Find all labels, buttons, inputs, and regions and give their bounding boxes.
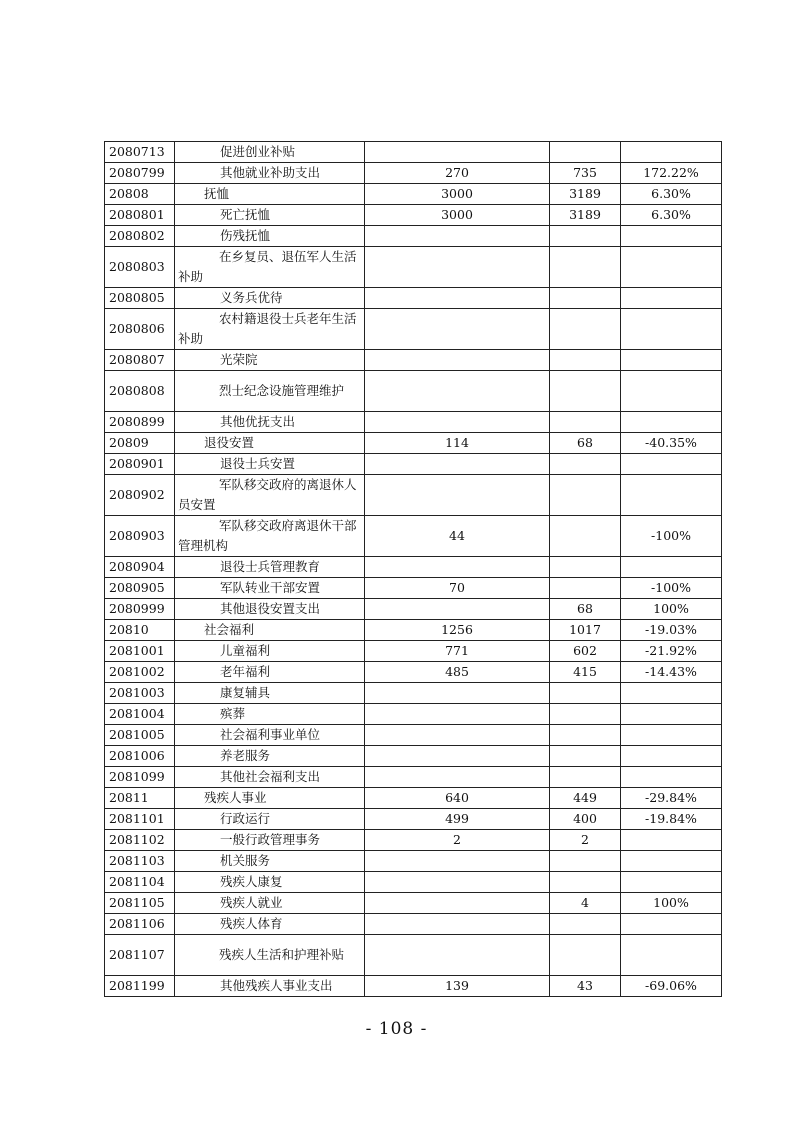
row-value-2: 1017 [550, 620, 621, 641]
row-item-name: 机关服务 [175, 851, 365, 872]
table-row [105, 226, 722, 247]
row-value-2 [550, 475, 621, 516]
table-row [105, 142, 722, 163]
table-row [105, 557, 722, 578]
table-row [105, 935, 722, 976]
row-value-1 [365, 767, 550, 788]
row-code: 2081001 [105, 641, 175, 662]
table-row [105, 809, 722, 830]
row-change-percent: -19.84% [621, 809, 722, 830]
row-code: 2080799 [105, 163, 175, 184]
row-code: 2081102 [105, 830, 175, 851]
row-value-1 [365, 893, 550, 914]
row-value-1: 44 [365, 516, 550, 557]
table-row [105, 309, 722, 350]
row-value-2: 3189 [550, 205, 621, 226]
row-value-1 [365, 412, 550, 433]
row-item-name: 残疾人事业 [175, 788, 365, 809]
row-code: 2080902 [105, 475, 175, 516]
row-code: 2081107 [105, 935, 175, 976]
row-value-1: 139 [365, 976, 550, 997]
row-value-2: 602 [550, 641, 621, 662]
row-code: 2080803 [105, 247, 175, 288]
row-value-1 [365, 309, 550, 350]
row-item-name: 在乡复员、退伍军人生活补助 [175, 247, 365, 288]
row-item-name: 残疾人康复 [175, 872, 365, 893]
row-item-name: 行政运行 [175, 809, 365, 830]
row-code: 2081103 [105, 851, 175, 872]
row-code: 2081101 [105, 809, 175, 830]
row-code: 2081099 [105, 767, 175, 788]
row-change-percent: -100% [621, 578, 722, 599]
row-change-percent [621, 350, 722, 371]
row-code: 20808 [105, 184, 175, 205]
table-row [105, 163, 722, 184]
row-value-1: 70 [365, 578, 550, 599]
table-row [105, 976, 722, 997]
row-value-2: 68 [550, 599, 621, 620]
row-value-1 [365, 851, 550, 872]
table-row [105, 725, 722, 746]
row-code: 2080805 [105, 288, 175, 309]
row-value-1 [365, 288, 550, 309]
table-row [105, 830, 722, 851]
row-item-name: 儿童福利 [175, 641, 365, 662]
row-value-1 [365, 704, 550, 725]
row-value-2 [550, 371, 621, 412]
row-item-name: 军队移交政府离退休干部管理机构 [175, 516, 365, 557]
row-item-name: 退役士兵安置 [175, 454, 365, 475]
row-item-name: 义务兵优待 [175, 288, 365, 309]
row-item-name: 一般行政管理事务 [175, 830, 365, 851]
row-code: 2080899 [105, 412, 175, 433]
row-item-name: 殡葬 [175, 704, 365, 725]
row-item-name: 军队转业干部安置 [175, 578, 365, 599]
table-row [105, 746, 722, 767]
table-row [105, 475, 722, 516]
table-row [105, 872, 722, 893]
row-code: 20811 [105, 788, 175, 809]
row-value-1: 3000 [365, 205, 550, 226]
row-change-percent [621, 288, 722, 309]
row-value-1 [365, 350, 550, 371]
row-item-name: 老年福利 [175, 662, 365, 683]
row-code: 2080713 [105, 142, 175, 163]
row-change-percent: 100% [621, 893, 722, 914]
row-change-percent [621, 309, 722, 350]
row-value-1 [365, 935, 550, 976]
row-value-2 [550, 412, 621, 433]
table-row [105, 205, 722, 226]
row-item-name: 其他优抚支出 [175, 412, 365, 433]
row-code: 2081003 [105, 683, 175, 704]
row-code: 2080903 [105, 516, 175, 557]
row-code: 2080807 [105, 350, 175, 371]
row-value-2: 4 [550, 893, 621, 914]
row-value-1: 640 [365, 788, 550, 809]
row-value-2 [550, 725, 621, 746]
table-row [105, 516, 722, 557]
row-value-2 [550, 226, 621, 247]
row-item-name: 其他社会福利支出 [175, 767, 365, 788]
row-code: 2081005 [105, 725, 175, 746]
row-code: 2080802 [105, 226, 175, 247]
row-value-2: 449 [550, 788, 621, 809]
row-item-name: 其他就业补助支出 [175, 163, 365, 184]
row-change-percent [621, 872, 722, 893]
row-change-percent [621, 830, 722, 851]
table-row [105, 620, 722, 641]
table-row [105, 433, 722, 454]
table-row [105, 704, 722, 725]
row-value-1: 499 [365, 809, 550, 830]
row-change-percent [621, 412, 722, 433]
row-value-2 [550, 935, 621, 976]
row-code: 2081002 [105, 662, 175, 683]
row-item-name: 养老服务 [175, 746, 365, 767]
row-change-percent: -14.43% [621, 662, 722, 683]
table-row [105, 578, 722, 599]
row-value-1 [365, 142, 550, 163]
row-change-percent [621, 557, 722, 578]
row-change-percent: 172.22% [621, 163, 722, 184]
row-value-1 [365, 683, 550, 704]
row-item-name: 其他残疾人事业支出 [175, 976, 365, 997]
row-value-1 [365, 454, 550, 475]
row-value-2 [550, 350, 621, 371]
row-value-2 [550, 142, 621, 163]
row-value-1 [365, 725, 550, 746]
table-row [105, 288, 722, 309]
row-change-percent [621, 935, 722, 976]
row-value-2 [550, 516, 621, 557]
row-change-percent [621, 142, 722, 163]
row-item-name: 残疾人体育 [175, 914, 365, 935]
row-change-percent [621, 371, 722, 412]
row-value-2 [550, 578, 621, 599]
row-code: 20810 [105, 620, 175, 641]
table-row [105, 641, 722, 662]
row-code: 2080806 [105, 309, 175, 350]
row-item-name: 社会福利 [175, 620, 365, 641]
table-row [105, 914, 722, 935]
row-code: 2081199 [105, 976, 175, 997]
row-value-2 [550, 454, 621, 475]
row-change-percent: 6.30% [621, 184, 722, 205]
row-change-percent [621, 454, 722, 475]
row-change-percent [621, 767, 722, 788]
row-change-percent: -29.84% [621, 788, 722, 809]
row-change-percent [621, 746, 722, 767]
table-row [105, 454, 722, 475]
row-value-1: 771 [365, 641, 550, 662]
row-value-2: 400 [550, 809, 621, 830]
budget-table [104, 141, 722, 997]
row-change-percent [621, 914, 722, 935]
row-value-1 [365, 247, 550, 288]
row-change-percent: -69.06% [621, 976, 722, 997]
row-code: 2080999 [105, 599, 175, 620]
table-row [105, 247, 722, 288]
table-row [105, 788, 722, 809]
row-item-name: 康复辅具 [175, 683, 365, 704]
table-row [105, 599, 722, 620]
table-row [105, 371, 722, 412]
row-item-name: 军队移交政府的离退休人员安置 [175, 475, 365, 516]
row-change-percent: -21.92% [621, 641, 722, 662]
table-row [105, 851, 722, 872]
row-value-2 [550, 914, 621, 935]
row-value-2 [550, 247, 621, 288]
row-value-1 [365, 226, 550, 247]
row-item-name: 烈士纪念设施管理维护 [175, 371, 365, 412]
row-value-2: 735 [550, 163, 621, 184]
row-value-1 [365, 557, 550, 578]
row-value-1: 2 [365, 830, 550, 851]
row-value-2 [550, 557, 621, 578]
row-value-1 [365, 872, 550, 893]
row-change-percent [621, 704, 722, 725]
row-change-percent: -100% [621, 516, 722, 557]
table-row [105, 350, 722, 371]
row-code: 2080901 [105, 454, 175, 475]
row-code: 2081004 [105, 704, 175, 725]
row-code: 2081105 [105, 893, 175, 914]
row-value-2: 43 [550, 976, 621, 997]
row-item-name: 退役士兵管理教育 [175, 557, 365, 578]
row-value-2 [550, 872, 621, 893]
row-code: 20809 [105, 433, 175, 454]
row-value-2: 415 [550, 662, 621, 683]
row-value-2: 3189 [550, 184, 621, 205]
row-change-percent [621, 226, 722, 247]
row-change-percent: 6.30% [621, 205, 722, 226]
row-value-1: 270 [365, 163, 550, 184]
row-change-percent [621, 247, 722, 288]
row-value-1: 485 [365, 662, 550, 683]
row-value-1: 1256 [365, 620, 550, 641]
row-code: 2080904 [105, 557, 175, 578]
row-value-2 [550, 288, 621, 309]
row-item-name: 死亡抚恤 [175, 205, 365, 226]
row-change-percent [621, 725, 722, 746]
row-item-name: 残疾人生活和护理补贴 [175, 935, 365, 976]
table-row [105, 683, 722, 704]
row-change-percent: -40.35% [621, 433, 722, 454]
row-code: 2080905 [105, 578, 175, 599]
row-value-1 [365, 914, 550, 935]
table-row [105, 767, 722, 788]
row-code: 2081104 [105, 872, 175, 893]
row-item-name: 抚恤 [175, 184, 365, 205]
row-value-2 [550, 704, 621, 725]
table-row [105, 662, 722, 683]
row-value-1 [365, 746, 550, 767]
row-value-2 [550, 309, 621, 350]
table-row [105, 893, 722, 914]
row-value-2 [550, 767, 621, 788]
row-change-percent: 100% [621, 599, 722, 620]
row-change-percent [621, 851, 722, 872]
row-item-name: 促进创业补贴 [175, 142, 365, 163]
budget-table-body [105, 142, 722, 997]
row-item-name: 退役安置 [175, 433, 365, 454]
row-item-name: 社会福利事业单位 [175, 725, 365, 746]
row-value-2: 68 [550, 433, 621, 454]
row-value-1 [365, 599, 550, 620]
page-number: - 108 - [365, 1019, 428, 1039]
row-change-percent [621, 475, 722, 516]
row-value-1: 3000 [365, 184, 550, 205]
row-value-1 [365, 371, 550, 412]
row-change-percent: -19.03% [621, 620, 722, 641]
row-change-percent [621, 683, 722, 704]
row-value-2 [550, 746, 621, 767]
row-code: 2081106 [105, 914, 175, 935]
table-row [105, 412, 722, 433]
row-item-name: 农村籍退役士兵老年生活补助 [175, 309, 365, 350]
row-code: 2080801 [105, 205, 175, 226]
row-value-2 [550, 851, 621, 872]
row-item-name: 其他退役安置支出 [175, 599, 365, 620]
row-item-name: 伤残抚恤 [175, 226, 365, 247]
row-code: 2081006 [105, 746, 175, 767]
row-value-1 [365, 475, 550, 516]
table-row [105, 184, 722, 205]
row-value-2: 2 [550, 830, 621, 851]
row-value-2 [550, 683, 621, 704]
row-value-1: 114 [365, 433, 550, 454]
row-code: 2080808 [105, 371, 175, 412]
row-item-name: 残疾人就业 [175, 893, 365, 914]
row-item-name: 光荣院 [175, 350, 365, 371]
